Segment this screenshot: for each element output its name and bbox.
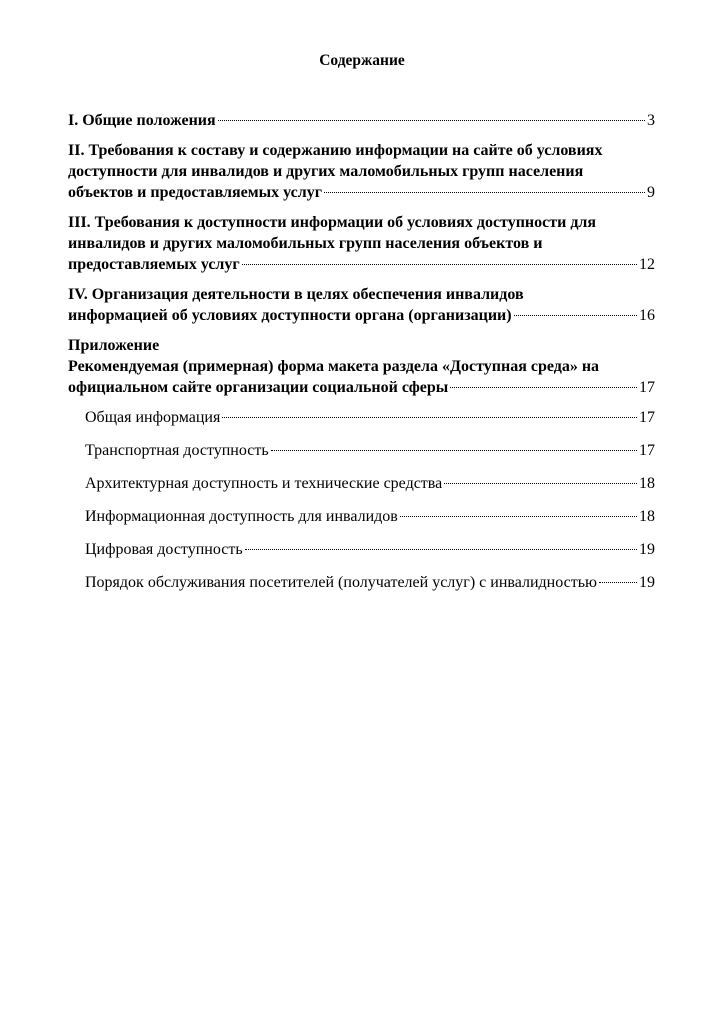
toc-page-number: 17 <box>639 409 655 426</box>
dot-leader <box>400 516 637 517</box>
toc-subentry-text: Информационная доступность для инвалидов <box>85 508 398 525</box>
toc-page-number: 16 <box>639 307 655 324</box>
toc-page-number: 3 <box>647 112 655 129</box>
toc-page-number: 18 <box>639 508 655 525</box>
page-title: Содержание <box>319 52 405 69</box>
dot-leader <box>599 582 637 583</box>
toc-entry-text: I. Общие положения <box>68 112 216 129</box>
dot-leader <box>222 417 637 418</box>
dot-leader <box>245 549 637 550</box>
toc-subentry[interactable] <box>68 473 655 494</box>
table-of-contents <box>68 110 655 605</box>
toc-subentry-text: Цифровая доступность <box>85 541 243 558</box>
toc-page-number: 19 <box>639 574 655 591</box>
toc-subentry[interactable] <box>68 440 655 461</box>
appendix-label: Приложение <box>68 337 160 354</box>
toc-entry-text: предоставляемых услуг <box>68 256 240 273</box>
toc-entry-section-3[interactable] <box>68 212 655 275</box>
toc-page-number: 12 <box>639 256 655 273</box>
toc-subentry-text: Транспортная доступность <box>85 442 269 459</box>
toc-page-number: 9 <box>647 184 655 201</box>
toc-subentry[interactable] <box>68 506 655 527</box>
toc-page-number: 17 <box>639 379 655 396</box>
toc-subentry-text: Общая информация <box>85 409 221 426</box>
dot-leader <box>444 483 637 484</box>
dot-leader <box>271 450 637 451</box>
toc-entry-text: информацией об условиях доступности органа (организации) <box>68 307 512 324</box>
toc-entry-text: объектов и предоставляемых услуг <box>68 184 323 201</box>
toc-entry-text: III. Требования к доступности информации об условиях доступности для <box>68 214 597 231</box>
dot-leader <box>324 192 645 193</box>
toc-entry-section-4[interactable] <box>68 284 655 326</box>
toc-entry-text: инвалидов и других маломобильных групп населения объектов и <box>68 235 543 252</box>
toc-subentry-text: Архитектурная доступность и технические средства <box>85 475 443 492</box>
toc-subentry[interactable] <box>68 539 655 560</box>
toc-entry-text: официальном сайте организации социальной сферы <box>68 379 449 396</box>
toc-page-number: 19 <box>639 541 655 558</box>
toc-entry-section-2[interactable] <box>68 140 655 203</box>
dot-leader <box>450 387 637 388</box>
toc-entry-text: Рекомендуемая (примерная) форма макета раздела «Доступная среда» на <box>68 358 600 375</box>
toc-page-number: 18 <box>639 475 655 492</box>
dot-leader <box>514 315 637 316</box>
toc-subentry[interactable] <box>68 407 655 428</box>
dot-leader <box>242 264 637 265</box>
toc-entry-text: доступности для инвалидов и других маломобильных групп населения <box>68 163 584 180</box>
toc-entry-section-1[interactable] <box>68 110 655 131</box>
toc-subentry[interactable] <box>68 572 655 593</box>
dot-leader <box>218 120 645 121</box>
toc-entry-text: II. Требования к составу и содержанию информации на сайте об условиях <box>68 142 603 159</box>
toc-entry-appendix[interactable] <box>68 335 655 398</box>
toc-subentry-text: Порядок обслуживания посетителей (получателей услуг) с инвалидностью <box>85 574 597 591</box>
toc-entry-text: IV. Организация деятельности в целях обеспечения инвалидов <box>68 286 524 303</box>
toc-page-number: 17 <box>639 442 655 459</box>
